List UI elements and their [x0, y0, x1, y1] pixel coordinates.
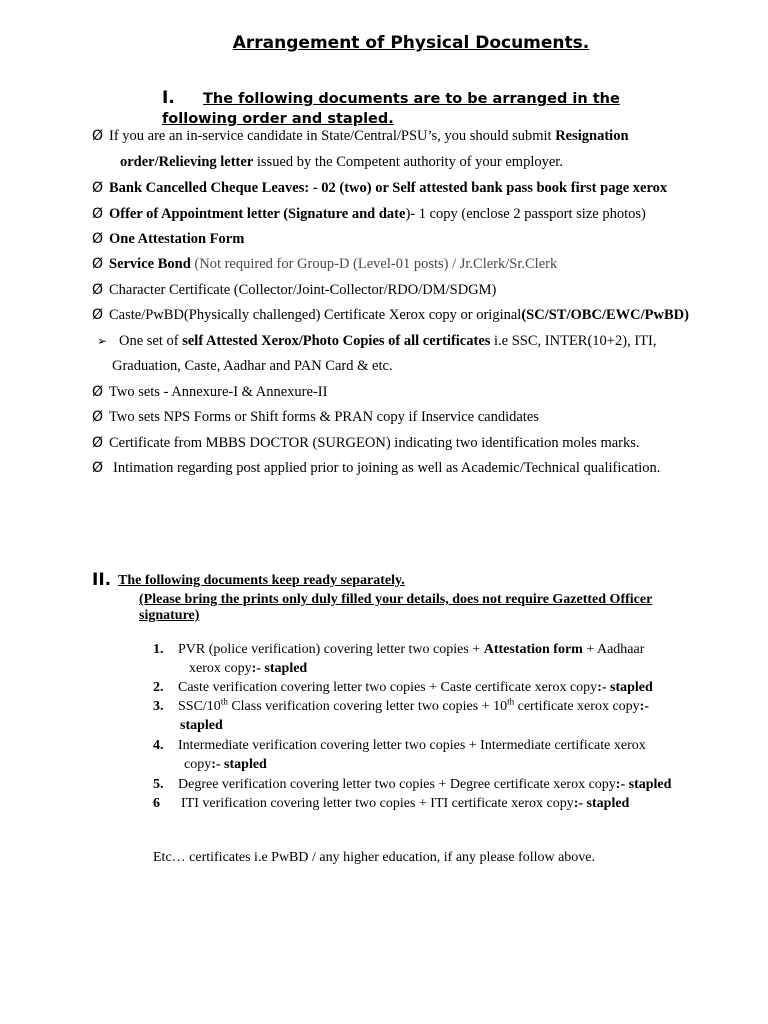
bullet-icon: Ø	[92, 307, 104, 323]
section-2-heading: The following documents keep ready separately.	[118, 573, 405, 588]
list-item: Ø Caste/PwBD(Physically challenged) Certificate Xerox copy or original(SC/ST/OBC/EWC/PwBD)	[92, 307, 689, 323]
numbered-item: 6 ITI verification covering letter two copies + ITI certificate xerox copy:- stapled	[153, 796, 630, 811]
numbered-item-continuation: xerox copy:- stapled	[189, 661, 308, 676]
numbered-item-continuation: copy:- stapled	[184, 757, 267, 772]
bullet-icon: Ø	[92, 460, 104, 476]
numbered-item-continuation: stapled	[180, 718, 223, 733]
bullet-icon: Ø	[92, 180, 104, 196]
numbered-item: 5. Degree verification covering letter two copies + Degree certificate xerox copy:- stapled	[153, 777, 672, 792]
bullet-icon: Ø	[92, 435, 104, 451]
bullet-icon: Ø	[92, 409, 104, 425]
list-item: Ø Character Certificate (Collector/Joint-Collector/RDO/DM/SDGM)	[92, 282, 497, 298]
list-item: ➢ One set of self Attested Xerox/Photo Copies of all certificates i.e SSC, INTER(10+2), ITI,	[97, 333, 657, 349]
numbered-item: 2. Caste verification covering letter two copies + Caste certificate xerox copy:- stapled	[153, 680, 653, 695]
list-item: Ø One Attestation Form	[92, 231, 245, 247]
section-2-note-line1: (Please bring the prints only duly filled your details, does not require Gazetted Officer	[139, 592, 653, 607]
footer-note: Etc… certificates i.e PwBD / any higher education, if any please follow above.	[153, 850, 596, 865]
bullet-icon: Ø	[92, 206, 104, 222]
bullet-icon: Ø	[92, 282, 104, 298]
list-item-continuation: Graduation, Caste, Aadhar and PAN Card & etc.	[112, 358, 393, 374]
numbered-item: 3. SSC/10th Class verification covering letter two copies + 10th certificate xerox copy:-	[153, 696, 649, 714]
bullet-icon: Ø	[92, 128, 104, 144]
list-item: Ø Two sets NPS Forms or Shift forms & PRAN copy if Inservice candidates	[92, 409, 539, 425]
list-item: Ø Service Bond (Not required for Group-D (Level-01 posts) / Jr.Clerk/Sr.Clerk	[92, 256, 558, 272]
bullet-icon: Ø	[92, 384, 104, 400]
list-item-continuation: order/Relieving letter issued by the Competent authority of your employer.	[120, 154, 563, 170]
section-1-heading-line1: The following documents are to be arranged in the	[203, 91, 620, 107]
document-title: Arrangement of Physical Documents.	[232, 33, 590, 53]
section-2-note-line2: signature)	[139, 608, 200, 623]
section-2-number: II.	[92, 570, 112, 590]
bullet-icon: Ø	[92, 256, 104, 272]
section-1-heading-line2: following order and stapled.	[162, 111, 394, 127]
list-item: Ø Bank Cancelled Cheque Leaves: - 02 (two) or Self attested bank pass book first page xerox	[92, 180, 668, 196]
section-1-number: I.	[162, 88, 175, 108]
list-item: Ø Intimation regarding post applied prior to joining as well as Academic/Technical qualification.	[92, 460, 661, 476]
bullet-icon: Ø	[92, 231, 104, 247]
numbered-item: 4. Intermediate verification covering letter two copies + Intermediate certificate xerox	[153, 738, 646, 753]
numbered-item: 1. PVR (police verification) covering letter two copies + Attestation form + Aadhaar	[153, 642, 645, 657]
list-item: Ø Two sets - Annexure-I & Annexure-II	[92, 384, 328, 400]
arrow-bullet-icon: ➢	[97, 334, 108, 348]
list-item: Ø Offer of Appointment letter (Signature and date)- 1 copy (enclose 2 passport size photos)	[92, 206, 646, 222]
list-item: Ø Certificate from MBBS DOCTOR (SURGEON) indicating two identification moles marks.	[92, 435, 640, 451]
list-item: Ø If you are an in-service candidate in State/Central/PSU’s, you should submit Resignation	[92, 128, 629, 144]
